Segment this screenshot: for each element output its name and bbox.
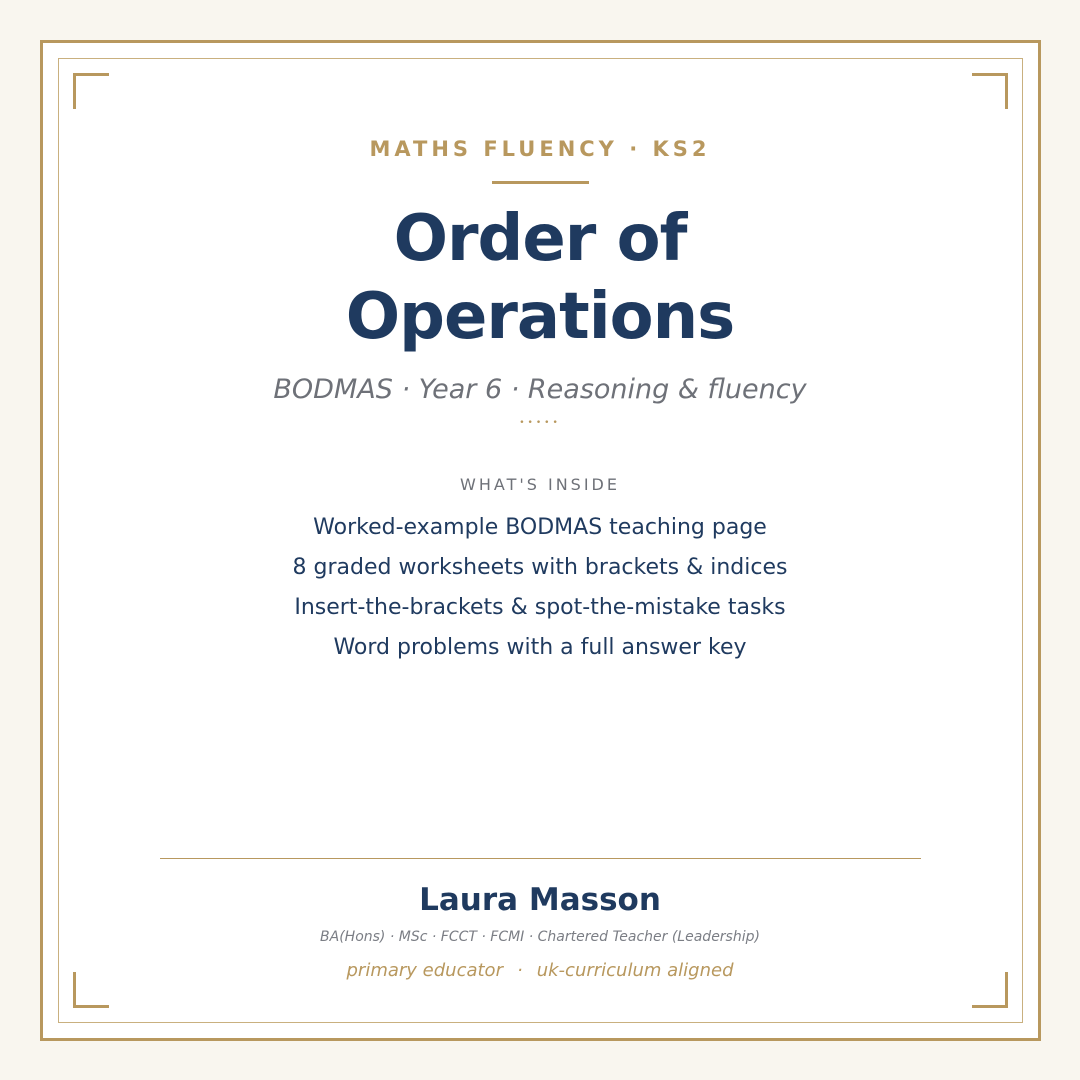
list-item: Worked-example BODMAS teaching page: [313, 515, 767, 540]
section-label: WHAT'S INSIDE: [460, 475, 620, 494]
subtitle: BODMAS · Year 6 · Reasoning & fluency: [273, 374, 807, 405]
tagline-separator: ·: [516, 960, 523, 981]
tagline-secondary: uk-curriculum aligned: [536, 960, 734, 981]
list-item: Word problems with a full answer key: [333, 635, 747, 660]
author-name: Laura Masson: [419, 882, 661, 918]
eyebrow-label: MATHS FLUENCY · KS2: [369, 137, 711, 161]
eyebrow-divider: [492, 181, 589, 184]
tagline-primary: primary educator: [346, 960, 503, 981]
page-title: [0, 200, 1080, 356]
title-line-1: Order of: [393, 202, 687, 276]
dot-divider: •••••: [519, 418, 561, 428]
title-line-2: Operations: [345, 280, 735, 354]
feature-list: [0, 510, 1080, 670]
list-item: Insert-the-brackets & spot-the-mistake tasks: [294, 595, 786, 620]
list-item: 8 graded worksheets with brackets & indices: [292, 555, 788, 580]
footer-divider: [160, 858, 921, 859]
author-credentials: BA(Hons) · MSc · FCCT · FCMI · Chartered Teacher (Leadership): [320, 929, 760, 945]
author-tagline: [0, 960, 1080, 981]
